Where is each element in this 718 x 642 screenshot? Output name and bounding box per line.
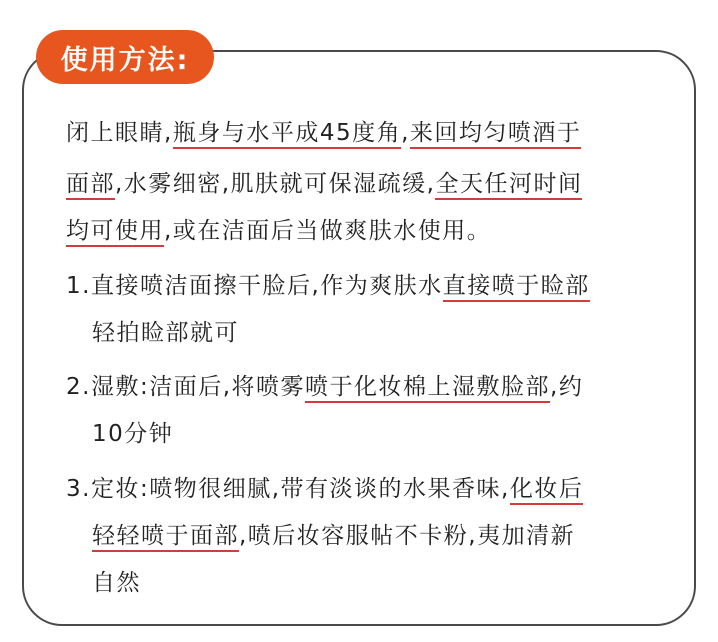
underlined-phrase: 来回均匀喷酒于 — [410, 120, 582, 149]
step-text: ,喷后妆容服帖不卡粉,夷加清新 — [239, 523, 576, 549]
intro-line-1 — [66, 117, 581, 149]
intro-text: ,水雾细密,肌肤就可保湿疏缓, — [115, 171, 436, 197]
intro-text: , — [401, 120, 410, 146]
underlined-phrase: 瓶身与水平成45度角 — [173, 120, 401, 149]
step-text: 2.湿敷:洁面后,将喷雾 — [66, 374, 306, 400]
step1-line-2 — [92, 317, 239, 349]
step-text: 自然 — [92, 570, 141, 596]
intro-line-3 — [66, 215, 491, 247]
step2-line-2 — [92, 418, 173, 450]
underlined-phrase: 均可使用 — [66, 218, 164, 247]
underlined-phrase: 直接喷于睑部 — [443, 273, 590, 302]
intro-text: 闭上眼睛, — [66, 120, 173, 146]
underlined-phrase: 化妆后 — [510, 476, 584, 505]
intro-line-2 — [66, 168, 582, 200]
step3-line-1 — [66, 473, 583, 505]
usage-title-badge: 使用方法: — [36, 30, 214, 84]
step-text: 10分钟 — [92, 421, 174, 447]
step2-line-1 — [66, 371, 583, 403]
step3-line-2 — [92, 520, 575, 552]
underlined-phrase: 喷于化妆棉上湿敷脸部 — [305, 374, 550, 403]
step3-line-3 — [92, 567, 141, 599]
underlined-phrase: 面部 — [66, 171, 115, 200]
underlined-phrase: 轻轻喷于面部 — [92, 523, 239, 552]
step-text: 3.定妆:喷物很细腻,带有淡谈的水果香味, — [66, 476, 510, 502]
intro-text: ,或在洁面后当做爽肤水使用。 — [164, 218, 492, 244]
underlined-phrase: 全天任河时间 — [435, 171, 582, 200]
step1-line-1 — [66, 270, 590, 302]
step-text: 1.直接喷洁面擦干脸后,作为爽肤水 — [66, 273, 443, 299]
step-text: 轻拍睑部就可 — [92, 320, 239, 346]
step-text: ,约 — [550, 374, 584, 400]
